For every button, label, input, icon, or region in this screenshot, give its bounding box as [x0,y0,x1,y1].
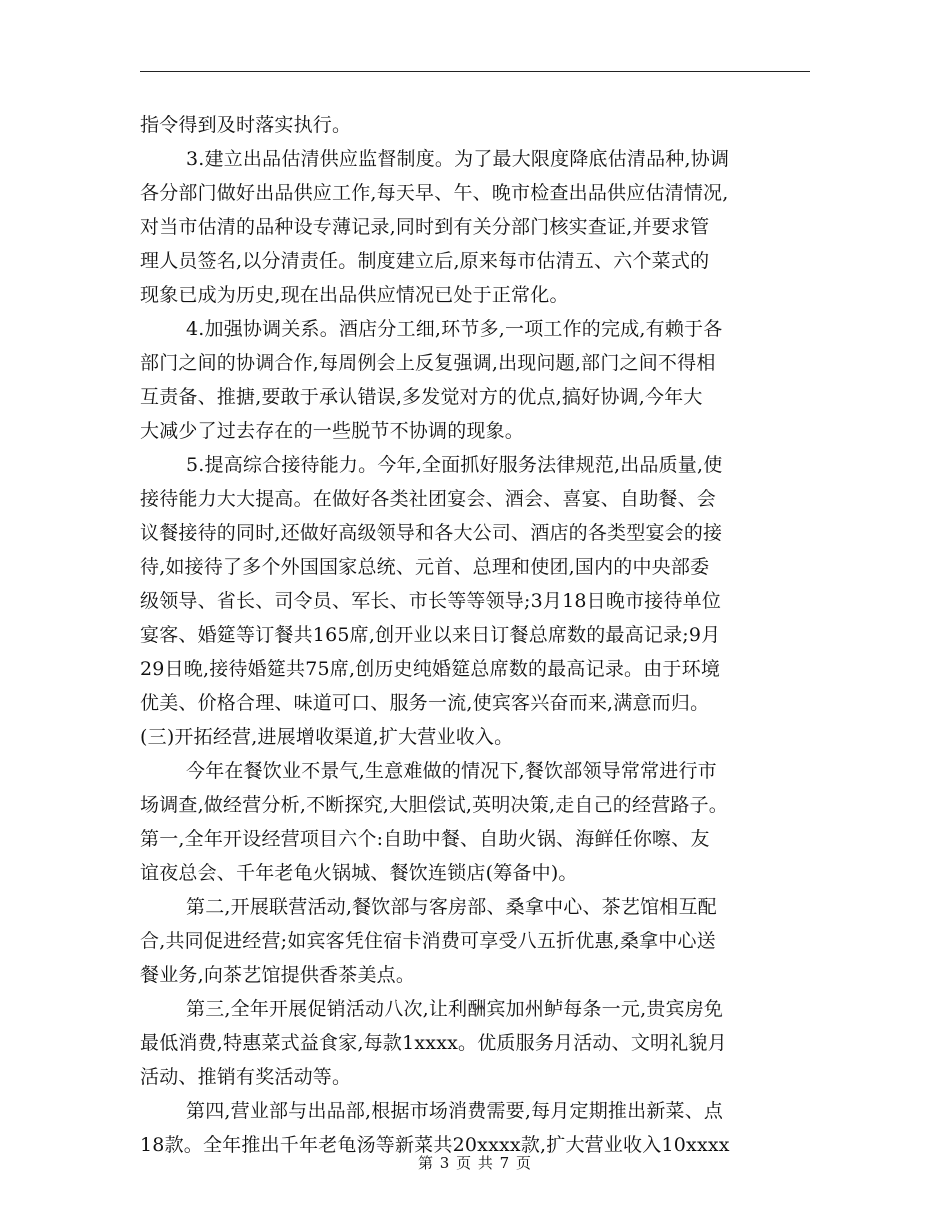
header-rule [140,71,810,72]
text-line: 部门之间的协调合作,每周例会上反复强调,出现问题,部门之间不得相 [140,352,716,374]
text-line: 第一,全年开设经营项目六个:自助中餐、自助火锅、海鲜任你嚓、友 [140,828,710,850]
text-line: 现象已成为历史,现在出品供应情况已处于正常化。 [140,284,569,306]
text-line: 大减少了过去存在的一些脱节不协调的现象。 [140,420,525,442]
text-line: 18款。全年推出千年老龟汤等新菜共20xxxx款,扩大营业收入10xxxx [140,1134,730,1156]
text-line: 指令得到及时落实执行。 [140,114,352,136]
text-line: 4.加强协调关系。酒店分工细,环节多,一项工作的完成,有赖于各 [186,318,723,340]
text-line: 优美、价格合理、味道可口、服务一流,使宾客兴奋而来,满意而归。 [140,692,710,714]
text-line: 第四,营业部与出品部,根据市场消费需要,每月定期推出新菜、点 [186,1100,724,1122]
text-line: 3.建立出品估清供应监督制度。为了最大限度降底估清品种,协调 [186,148,730,170]
text-line: 待,如接待了多个外国国家总统、元首、总理和使团,国内的中央部委 [140,556,710,578]
text-line: 第二,开展联营活动,餐饮部与客房部、桑拿中心、茶艺馆相互配 [186,896,717,918]
text-line: 议餐接待的同时,还做好高级领导和各大公司、酒店的各类型宴会的接 [140,522,723,544]
text-line: 第三,全年开展促销活动八次,让利酬宾加州鲈每条一元,贵宾房免 [186,998,724,1020]
section-heading: (三)开拓经营,进展增收渠道,扩大营业收入。 [140,726,514,748]
text-line: 合,共同促进经营;如宾客凭住宿卡消费可享受八五折优惠,桑拿中心送 [140,930,716,952]
text-line: 5.提高综合接待能力。今年,全面抓好服务法律规范,出品质量,使 [186,454,723,476]
text-line: 餐业务,向茶艺馆提供香茶美点。 [140,964,416,986]
text-line: 场调查,做经营分析,不断探究,大胆偿试,英明决策,走自己的经营路子。 [140,794,728,816]
text-line: 级领导、省长、司令员、军长、市长等等领导;3月18日晚市接待单位 [140,590,722,612]
text-line: 对当市估清的品种设专薄记录,同时到有关分部门核实查证,并要求管 [140,216,710,238]
page-footer: 第 3 页 共 7 页 [418,1154,532,1172]
text-line: 宴客、婚筵等订餐共165席,创开业以来日订餐总席数的最高记录;9月 [140,624,721,646]
text-line: 接待能力大大提高。在做好各类社团宴会、酒会、喜宴、自助餐、会 [140,488,717,510]
text-line: 谊夜总会、千年老龟火锅城、餐饮连锁店(筹备中)。 [140,862,578,884]
text-line: 理人员签名,以分清责任。制度建立后,原来每市估清五、六个菜式的 [140,250,710,272]
document-body [140,108,812,1162]
text-line: 活动、推销有奖活动等。 [140,1066,352,1088]
text-line: 互责备、推搪,要敢于承认错误,多发觉对方的优点,搞好协调,今年大 [140,386,703,408]
text-line: 29日晚,接待婚筵共75席,创历史纯婚筵总席数的最高记录。由于环境 [140,658,721,680]
text-line: 各分部门做好出品供应工作,每天早、午、晚市检查出品供应估清情况, [140,182,729,204]
text-line: 今年在餐饮业不景气,生意难做的情况下,餐饮部领导常常进行市 [186,760,717,782]
text-line: 最低消费,特惠菜式益食家,每款1xxxx。优质服务月活动、文明礼貌月 [140,1032,727,1054]
